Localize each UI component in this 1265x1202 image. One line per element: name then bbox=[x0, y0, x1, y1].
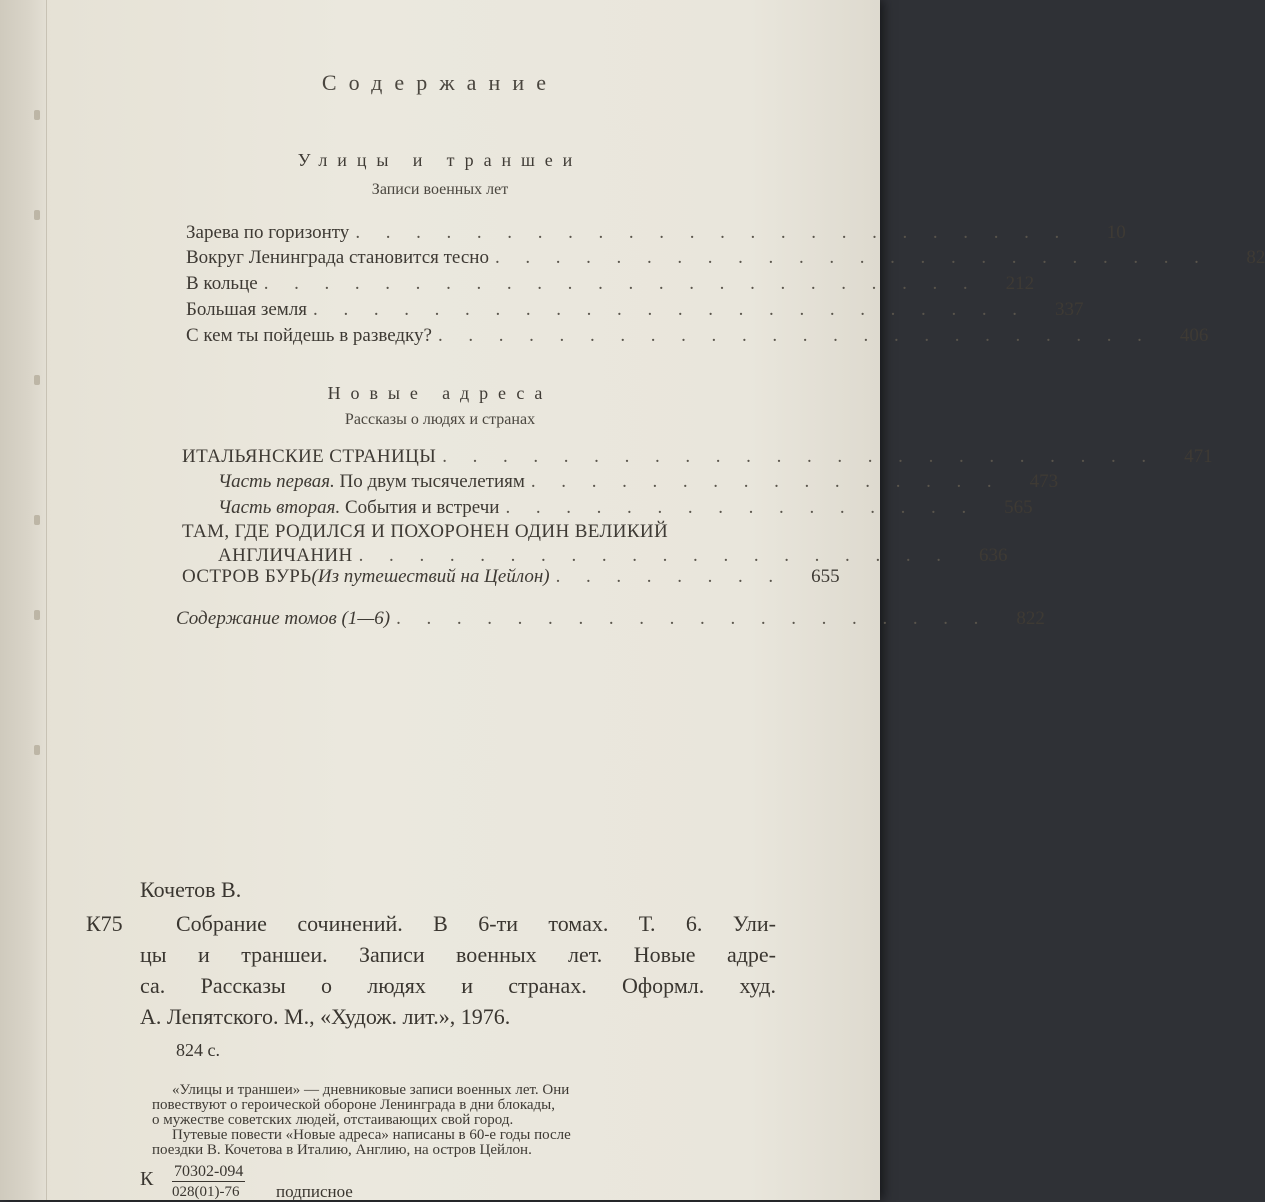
toc-entry-page: 822 bbox=[1016, 608, 1045, 629]
subscription-label: подписное bbox=[276, 1182, 353, 1201]
section-title: Новые адреса bbox=[327, 383, 553, 403]
toc-entry bbox=[186, 273, 1035, 295]
toc-leader-dots: . . . . . . . . . . . . . . . . . . . . . . . . bbox=[437, 325, 1153, 346]
toc-leader-dots: . . . . . . . . . . . . . . . . bbox=[530, 471, 1003, 492]
page-binding bbox=[0, 0, 47, 1200]
toc-entry-title bbox=[218, 497, 499, 519]
toc-leader-dots: . . . . . . . . bbox=[555, 566, 784, 587]
binding-stitch bbox=[34, 515, 40, 525]
section-title: Улицы и траншеи bbox=[297, 150, 583, 170]
binding-stitch bbox=[34, 210, 40, 220]
toc-entry bbox=[186, 247, 1265, 269]
toc-entry bbox=[182, 566, 840, 588]
toc-part-title: По двум тысячелетиям bbox=[339, 471, 525, 492]
toc-leader-dots: . . . . . . . . . . . . . . . . . . . . . . . . bbox=[494, 247, 1210, 268]
toc-leader-dots: . . . . . . . . . . . . . . . . . . . . . . . . bbox=[355, 222, 1070, 243]
catalog-code: К75 bbox=[86, 911, 123, 936]
toc-entry-page: 212 bbox=[1005, 273, 1035, 294]
toc-entry-note: (Из путешествий на Цейлон) bbox=[311, 566, 550, 587]
section-subtitle: Записи военных лет bbox=[371, 181, 509, 198]
toc-leader-dots: . . . . . . . . . . . . . . . . . . . . . . . . bbox=[313, 299, 1028, 320]
annotation-line: Путевые повести «Новые адреса» написаны в 60-е годы после bbox=[172, 1127, 571, 1143]
toc-entry bbox=[186, 299, 1084, 321]
toc-leader-dots: . . . . . . . . . . . . . . . . . . . . . . . . bbox=[442, 446, 1157, 467]
toc-entry-title bbox=[218, 471, 525, 493]
toc-leader-dots: . . . . . . . . . . . . . . . . . . . . . . . . bbox=[263, 273, 979, 294]
catalog-line: Собрание сочинений. В 6-ти томах. Т. 6. Ули- bbox=[176, 911, 776, 936]
toc-entry-page: 473 bbox=[1029, 471, 1059, 492]
toc-entry bbox=[218, 497, 1033, 519]
catalog-line: А. Лепятского. М., «Худож. лит.», 1976. bbox=[140, 1004, 511, 1029]
toc-part-title: События и встречи bbox=[344, 497, 500, 518]
contents-title: Содержание bbox=[321, 70, 559, 95]
toc-entry-title: ТАМ, ГДЕ РОДИЛСЯ И ПОХОРОНЕН ОДИН ВЕЛИКИЙ bbox=[182, 521, 669, 542]
toc-leader-dots: . . . . . . . . . . . . . . . . . . . . bbox=[396, 608, 989, 629]
toc-entry-title: Вокруг Ленинграда становится тесно bbox=[186, 247, 489, 268]
toc-entry-page: 565 bbox=[1004, 497, 1033, 518]
catalog-author: Кочетов В. bbox=[140, 877, 242, 902]
toc-entry bbox=[176, 608, 1045, 630]
binding-stitch bbox=[34, 110, 40, 120]
catalog-line: цы и траншеи. Записи военных лет. Новые адре- bbox=[140, 942, 776, 967]
toc-entry bbox=[218, 471, 1059, 493]
toc-entry bbox=[182, 521, 772, 543]
index-denominator: 028(01)-76 bbox=[172, 1184, 240, 1200]
toc-entry-page: 10 bbox=[1106, 222, 1126, 243]
toc-part-label: Часть первая. bbox=[218, 471, 335, 492]
annotation-line: о мужестве советских людей, отстаивающих свой город. bbox=[152, 1112, 514, 1128]
binding-stitch bbox=[34, 610, 40, 620]
toc-entry-page: 82 bbox=[1246, 247, 1265, 268]
toc-leader-dots: . . . . . . . . . . . . . . . . bbox=[505, 497, 977, 518]
index-numerator: 70302-094 bbox=[174, 1163, 244, 1180]
toc-entry-title: С кем ты пойдешь в разведку? bbox=[186, 325, 432, 346]
toc-entry-main: ОСТРОВ БУРЬ bbox=[182, 566, 312, 587]
toc-entry-page: 655 bbox=[811, 566, 840, 587]
catalog-line: са. Рассказы о людях и странах. Оформл. худ. bbox=[140, 973, 776, 998]
toc-entry-title: Большая земля bbox=[186, 299, 308, 320]
toc-entry-page: 337 bbox=[1054, 299, 1084, 320]
toc-entry bbox=[182, 446, 1213, 468]
index-letter: К bbox=[140, 1168, 154, 1190]
toc-entry bbox=[218, 545, 1008, 567]
toc-entry-title: В кольце bbox=[186, 273, 258, 294]
toc-entry-title: Содержание томов (1—6) bbox=[176, 608, 391, 629]
toc-leader-dots: . . . . . . . . . . . . . . . . . . . . bbox=[358, 545, 952, 566]
catalog-pages: 824 с. bbox=[176, 1040, 220, 1060]
toc-entry-page: 636 bbox=[978, 545, 1008, 566]
toc-entry-page: 471 bbox=[1184, 446, 1213, 467]
toc-entry-title: Зарева по горизонту bbox=[186, 222, 350, 243]
annotation-line: повествуют о героической обороне Ленинграда в дни блокады, bbox=[152, 1097, 555, 1113]
section-subtitle: Рассказы о людях и странах bbox=[344, 411, 536, 428]
toc-entry-title bbox=[182, 566, 550, 588]
annotation-line: «Улицы и траншеи» — дневниковые записи военных лет. Они bbox=[172, 1082, 570, 1098]
toc-entry bbox=[186, 222, 1126, 244]
toc-entry-title: ИТАЛЬЯНСКИЕ СТРАНИЦЫ bbox=[182, 446, 437, 467]
annotation-line: поездки В. Кочетова в Италию, Англию, на остров Цейлон. bbox=[152, 1142, 532, 1158]
toc-part-label: Часть вторая. bbox=[218, 497, 341, 518]
binding-stitch bbox=[34, 745, 40, 755]
toc-entry-title-continued: АНГЛИЧАНИН bbox=[218, 545, 353, 566]
toc-entry bbox=[186, 325, 1209, 347]
toc-entry-page: 406 bbox=[1179, 325, 1209, 346]
